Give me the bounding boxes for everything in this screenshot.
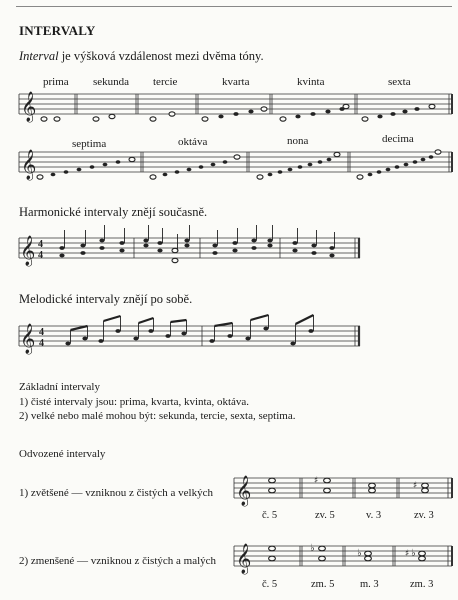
staff-row1 — [0, 88, 458, 128]
page-title: INTERVALY — [19, 23, 96, 38]
svg-text:♯: ♯ — [405, 549, 410, 559]
diminished-text: 2) zmenšené — vzniknou z čistých a malých — [19, 555, 217, 567]
time-sig-bottom-2: 4 — [39, 338, 44, 349]
dim-label-2: zm. 5 — [311, 579, 335, 590]
top-rule — [16, 6, 452, 7]
svg-text:𝄞: 𝄞 — [236, 544, 252, 574]
svg-text:𝄞: 𝄞 — [21, 150, 37, 180]
staff-harmonic — [0, 230, 458, 274]
time-sig-bottom: 4 — [38, 250, 43, 261]
staff-melodic — [0, 316, 458, 360]
basic-line1: 1) čisté intervaly jsou: prima, kvarta, kvinta, oktáva. — [19, 396, 250, 408]
label-tercie: tercie — [153, 76, 178, 88]
svg-text:𝄞: 𝄞 — [21, 92, 37, 122]
derived-heading: Odvozené intervaly — [19, 448, 106, 460]
dim-label-4: zm. 3 — [410, 579, 434, 590]
time-sig-top: 4 — [38, 239, 43, 250]
label-prima: prima — [43, 76, 69, 88]
staff-augmented — [0, 470, 458, 510]
label-oktava: oktáva — [178, 136, 208, 148]
svg-text:𝄞: 𝄞 — [20, 236, 36, 266]
svg-text:♭: ♭ — [357, 548, 362, 559]
svg-text:𝄞: 𝄞 — [236, 476, 252, 506]
intro-line — [19, 49, 264, 64]
basic-heading: Základní intervaly — [19, 381, 100, 393]
staff-row2 — [0, 148, 458, 188]
label-septima: septima — [72, 138, 107, 150]
svg-text:𝄞: 𝄞 — [20, 324, 36, 354]
intro-term: Interval — [19, 49, 59, 63]
basic-line2: 2) velké nebo malé mohou být: sekunda, tercie, sexta, septima. — [19, 410, 296, 422]
staff-diminished — [0, 538, 458, 578]
aug-label-4: zv. 3 — [414, 510, 434, 521]
svg-text:♯: ♯ — [314, 476, 319, 486]
dim-label-3: m. 3 — [360, 579, 379, 590]
label-nona: nona — [287, 135, 309, 147]
time-sig-top-2: 4 — [39, 327, 44, 338]
svg-text:♭: ♭ — [310, 543, 315, 554]
label-sekunda: sekunda — [93, 76, 130, 88]
augmented-text: 1) zvětšené — vzniknou z čistých a velkých — [19, 487, 213, 499]
harmonic-text: Harmonické intervaly znějí současně. — [19, 205, 208, 219]
label-sexta: sexta — [388, 76, 411, 88]
aug-label-3: v. 3 — [366, 510, 382, 521]
label-kvarta: kvarta — [222, 76, 250, 88]
svg-text:♭: ♭ — [411, 548, 416, 559]
melodic-text: Melodické intervaly znějí po sobě. — [19, 292, 193, 306]
intro-rest: je výšková vzdálenost mezi dvěma tóny. — [58, 49, 264, 63]
dim-label-1: č. 5 — [262, 579, 278, 590]
svg-text:♯: ♯ — [413, 481, 418, 491]
aug-label-2: zv. 5 — [315, 510, 335, 521]
label-decima: decima — [382, 133, 414, 145]
aug-label-1: č. 5 — [262, 510, 278, 521]
label-kvinta: kvinta — [297, 76, 325, 88]
